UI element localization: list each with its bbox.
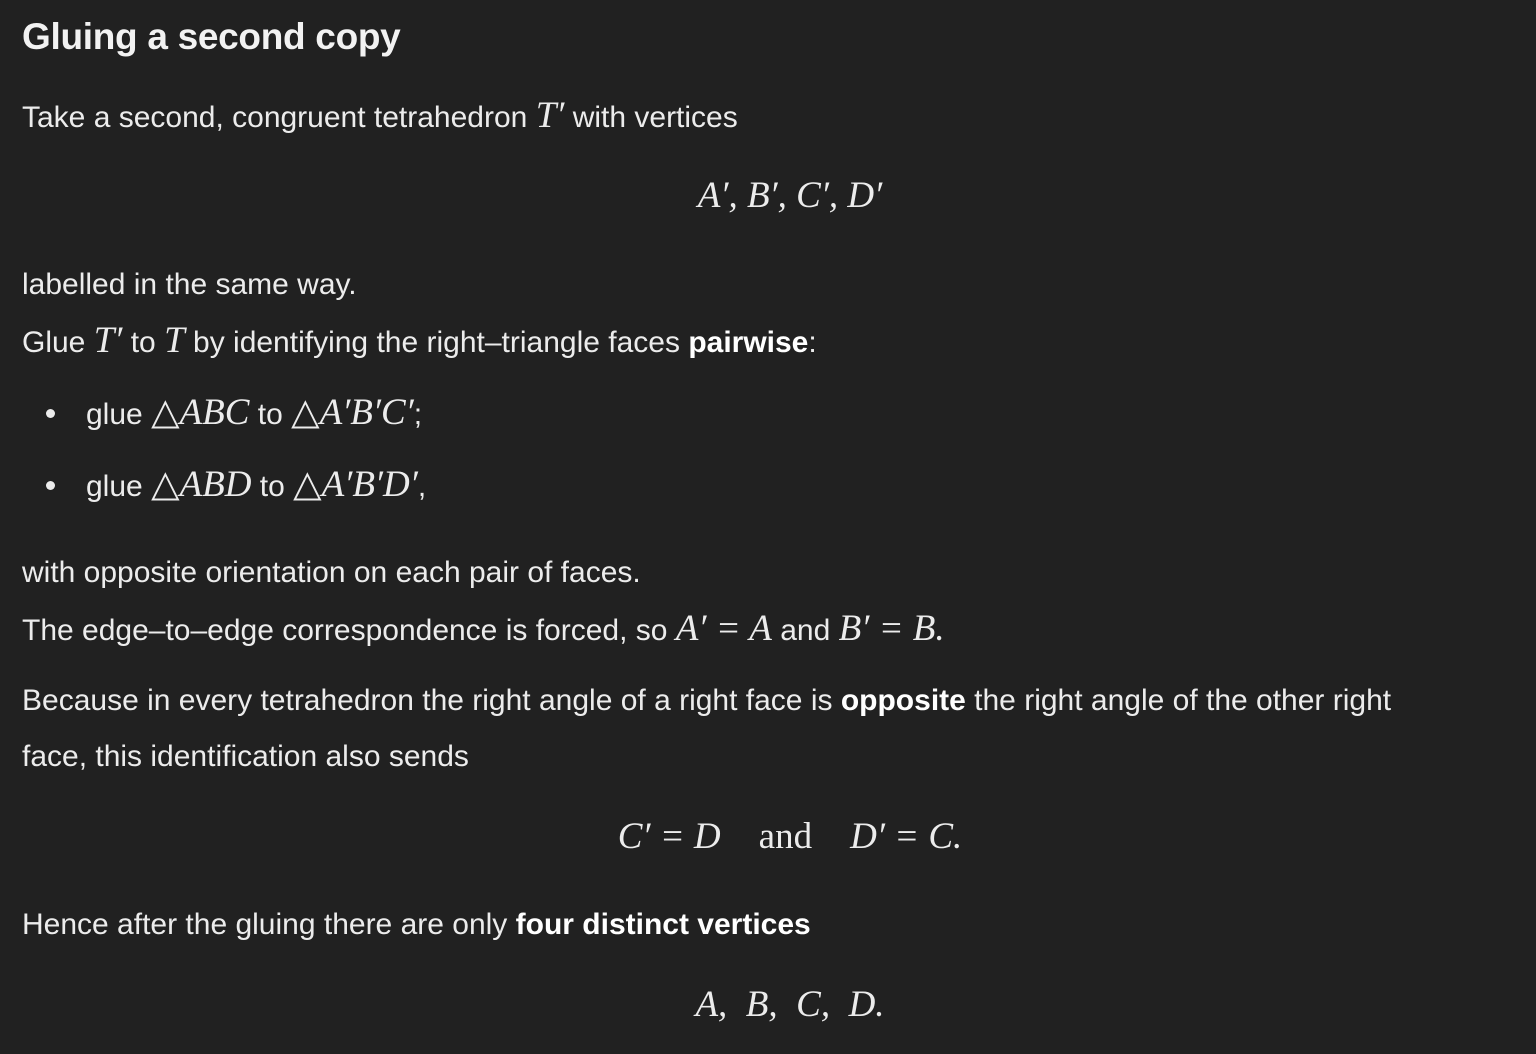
glue-text-d: : — [808, 326, 817, 359]
intro-text-a: Take a second, congruent tetrahedron — [22, 101, 536, 134]
face-abc-prime: A′B′C′ — [319, 392, 414, 433]
math-t-prime: T′ — [535, 95, 565, 136]
glue-text-c: by identifying the right–triangle faces — [184, 326, 689, 359]
triangle-symbol: △ — [291, 392, 320, 433]
bullet-to: to — [251, 470, 294, 503]
bold-pairwise: pairwise — [688, 326, 809, 359]
math-t: T — [164, 320, 185, 361]
section-heading: Gluing a second copy — [22, 16, 401, 57]
intro-text-b: with vertices — [564, 101, 738, 134]
math-d-prime-eq-c: D′ = C. — [850, 816, 963, 857]
corr-text-a: The edge–to–edge correspondence is forced, so — [22, 614, 676, 647]
hence-line — [22, 903, 811, 947]
bullet-dot — [46, 481, 55, 490]
because-text-b: the right angle of the other right — [965, 684, 1392, 717]
list-item — [86, 463, 426, 509]
hence-text-a: Hence after the gluing there are only — [22, 908, 516, 941]
display-identification — [0, 815, 1536, 858]
bold-four-distinct-vertices: four distinct vertices — [515, 908, 811, 941]
bullet-end: ; — [413, 398, 423, 431]
orientation-line: with opposite orientation on each pair of faces. — [22, 556, 641, 589]
face-abd: ABD — [179, 464, 252, 505]
corr-text-b: and — [771, 614, 839, 647]
list-item — [86, 391, 422, 437]
bullet-end: , — [417, 470, 427, 503]
math-b-eq: B′ = B. — [838, 608, 945, 649]
bullet-dot — [46, 409, 55, 418]
glue-text-b: to — [122, 326, 165, 359]
triangle-symbol: △ — [151, 464, 180, 505]
math-c-prime-eq-d: C′ = D — [617, 816, 721, 857]
bullet-glue: glue — [86, 398, 152, 431]
glue-paragraph — [22, 319, 817, 365]
face-abc: ABC — [179, 392, 250, 433]
because-text-a: Because in every tetrahedron the right angle of a right face is — [22, 684, 841, 717]
because-line — [22, 679, 1391, 723]
labelled-line: labelled in the same way. — [22, 268, 357, 301]
intro-paragraph — [22, 94, 738, 140]
face-abd-prime: A′B′D′ — [321, 464, 418, 505]
glue-text-a: Glue — [22, 326, 94, 359]
because-line-2: face, this identification also sends — [22, 740, 469, 773]
triangle-symbol: △ — [293, 464, 322, 505]
triangle-symbol: △ — [151, 392, 180, 433]
math-t-prime: T′ — [93, 320, 123, 361]
bullet-to: to — [249, 398, 292, 431]
display-final-vertices: A, B, C, D. — [695, 984, 885, 1025]
display-and: and — [758, 816, 813, 857]
bold-opposite: opposite — [840, 684, 966, 717]
bullet-glue: glue — [86, 470, 152, 503]
display-vertices-prime: A′, B′, C′, D′ — [697, 175, 883, 216]
math-a-eq: A′ = A — [675, 608, 772, 649]
correspondence-line — [22, 607, 945, 653]
